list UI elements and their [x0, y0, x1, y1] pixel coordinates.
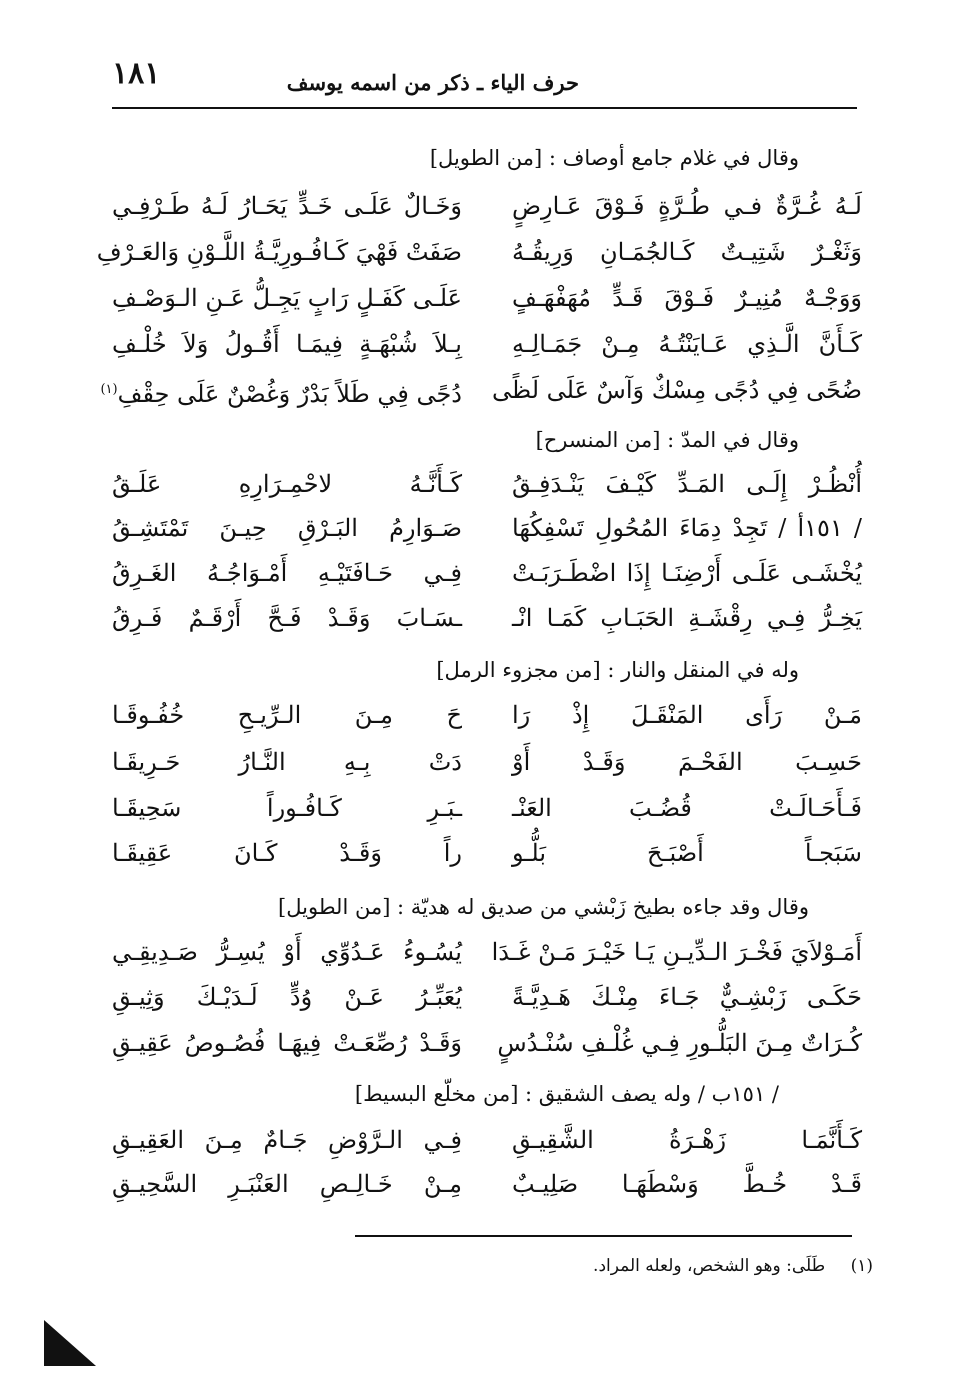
verse-line — [112, 1021, 862, 1065]
verse-line — [112, 1162, 862, 1206]
hemistich-second: دَتْ بِـهِ النَّـارُ حَـرِيقَـا — [112, 748, 462, 776]
verse-line — [112, 786, 862, 830]
hemistich-first: فَـأَحَـالَـتْ قُضُـبَ العَنْـ — [512, 794, 862, 822]
hemistich-first: مَـنْ رَأَى المَنْقَـلَ إِذْ رَا — [512, 701, 862, 729]
verse-line — [112, 506, 862, 550]
verse-line — [112, 740, 862, 784]
verse-line — [100, 368, 862, 412]
hemistich-second: وَخَـالٌ عَلَـى خَـدٍّ يَحَـارُ لَـهُ طَـرْفِـي — [112, 192, 462, 220]
verse-line — [112, 975, 862, 1019]
corner-arrow-icon — [44, 1320, 96, 1366]
hemistich-second: ـسَـابَ وَقَـدْ فَـحَّ أَرْقَـمٌ فَـرِقُ — [112, 604, 462, 632]
verse-line — [112, 596, 862, 640]
verse-line — [112, 831, 862, 875]
hemistich-first: كُـرَاتٌ مِـنَ البَلُّـورِ فِـي غُلْـفِ سُنْـدُسٍ — [497, 1029, 862, 1057]
hemistich-first: يَخِـرُّ فِـي رِقْشَـةِ الحَبَـابِ كَمَـا انْـ — [512, 604, 862, 632]
hemistich-second: مِـنْ خَـالِـصِ العَنْبَـرِ السَّحِيـقِ — [112, 1170, 462, 1198]
hemistich-first: كَـأَنَّ الَّـذِي عَـايَنْتُـهُ مِـنْ جَمَـالِـهِ — [512, 330, 862, 358]
hemistich-second: صَـوَارِمُ البَـرْقِ حِيـنَ تَمْتَشِـقُ — [112, 514, 462, 542]
section-intro-5: / ١٥١ب / وله يصف الشقيق : [من مخلّع البسيط] — [354, 1082, 779, 1106]
hemistich-second: بِـلاَ شُبْهَـةٍ فِيمَـا أَقُـولُ وَلاَ خُلْـفِ — [112, 330, 462, 358]
footnote — [593, 1256, 873, 1276]
verse-line — [112, 462, 862, 506]
hemistich-second: ـبَـرِ كَـافُـوراً سَحِيقَـا — [112, 794, 462, 822]
hemistich-first: حَكَـى زَبْشِـيٌّ جَـاءَ مِنْـكَ هَـدِيَّـةً — [512, 983, 862, 1011]
hemistich-second: كَـأَنَّـهُ لاحْمِـرَارِهِ عَلَـقُ — [112, 470, 462, 498]
hemistich-first: سَبَجـاً أَصْبَـحَ بَلُّـو — [512, 839, 862, 867]
verse-line — [112, 551, 862, 595]
hemistich-first: يُخْشَـى عَلَـى أَرْضِنَـا إِذَا اضْطَـرَبَـتْ — [512, 559, 862, 587]
hemistich-first: ضُحًى فِي دُجًى مِسْكٌ وَآسٌ عَلَى لَظًى — [492, 376, 862, 404]
hemistich-second: فِـي حَـافَتَيْـهِ أَمْـوَاجُـهُ الغَـرِقُ — [112, 559, 462, 587]
hemistich-second: عَلَـى كَفَـلٍ رَابٍ يَجِـلُّ عَـنِ الـوَصْـفِ — [112, 284, 462, 312]
hemistich-first: / ١٥١أ / تَجِدْ دِمَاءَ المُحُولِ تَسْفِكُهَا — [512, 514, 863, 542]
footnote-text: طَلَى: وهو الشخص، ولعله المراد. — [593, 1256, 826, 1276]
hemistich-second: صَفَتْ فَهْيَ كَـافُـورِيَّـةُ اللَّـوْنِ وَالعَـرْفِ — [96, 238, 462, 266]
hemistich-second: راً وَقَـدْ كَـانَ عَقِيقَـا — [112, 839, 462, 867]
verse-line — [112, 930, 862, 974]
footnote-marker: (١) — [100, 382, 118, 397]
hemistich-second: فِـي الـرَّوْضِ جَـامٌ مِـنَ العَقِيـقِ — [112, 1126, 462, 1154]
header-rule — [112, 107, 857, 109]
section-intro-4: وقال وقد جاءه بطيخ زَبْشي من صديق له هديّة : [من الطويل] — [278, 895, 809, 919]
verse-line — [112, 693, 862, 737]
hemistich-first: كَـأَنَّمَـا زَهْـرَةُ الشَّقِيـقِ — [512, 1126, 862, 1154]
running-head: حرف الياء ـ ذكر من اسمه يوسف — [286, 70, 579, 95]
footnote-rule — [355, 1235, 852, 1237]
footnote-number: (١) — [850, 1256, 873, 1276]
hemistich-first: لَـهُ غُـرَّةٌ فـي طُـرَّةٍ فَـوْقَ عَـارِضٍ — [512, 192, 862, 220]
hemistich-first: حَسِـبَ الفَحْـمَ وَقَـدْ أَوْ — [512, 748, 862, 776]
hemistich-first: وَوَجْـهٌ مُنِيـرٌ فَـوْقَ قَـدٍّ مُهَفْهَـفٍ — [512, 284, 862, 312]
verse-line — [96, 230, 862, 274]
verse-line — [112, 184, 862, 228]
hemistich-second: يُسُـوءُ عَـدُوِّي أَوْ يُسِـرُّ صَـدِيقِـي — [112, 938, 462, 966]
page-number: ١٨١ — [112, 56, 161, 91]
hemistich-second: حَ مِـنَ الـرِّيـحِ خُفُـوقَـا — [112, 701, 462, 729]
hemistich-first: قَـدْ خُـطَّ وَسْطَهَـا صَلِيـبٌ — [512, 1170, 862, 1198]
hemistich-text: دُجًى فِي طَلاً بَدْرٌ وَغُصْنٌ عَلَى حِقْفِ — [117, 380, 462, 408]
verse-line — [112, 276, 862, 320]
hemistich-first: وَثَغْـرٌ شَتِيـتٌ كَـالجُمَـانِ وَرِيقُـهُ — [512, 238, 862, 266]
hemistich-first: أَمَـوْلاَيَ فَخْـرَ الـدِّيـنِ يَـا خَيْـرَ مَـنْ غَـدَا — [491, 938, 862, 966]
section-intro-1: وقال في غلام جامع أوصاف : [من الطويل] — [429, 146, 799, 170]
verse-line — [112, 322, 862, 366]
verse-line — [112, 1118, 862, 1162]
hemistich-second — [100, 368, 462, 416]
hemistich-second: وَقَـدْ رُصِّعَـتْ فِيهَـا فُصُـوصُ عَقِيـقِ — [112, 1029, 462, 1057]
section-intro-3: وله في المنقل والنار : [من مجزوء الرمل] — [436, 658, 799, 682]
hemistich-second: يُعَبِّـرُ عَـنْ وُدٍّ لَـدَيْـكَ وَثِيـقِ — [112, 983, 462, 1011]
section-intro-2: وقال في المدّ : [من المنسرح] — [535, 428, 799, 452]
hemistich-first: أُنْظُـرْ إِلَـى المَـدِّ كَيْـفَ يَنْـدَفِـقُ — [512, 470, 862, 498]
